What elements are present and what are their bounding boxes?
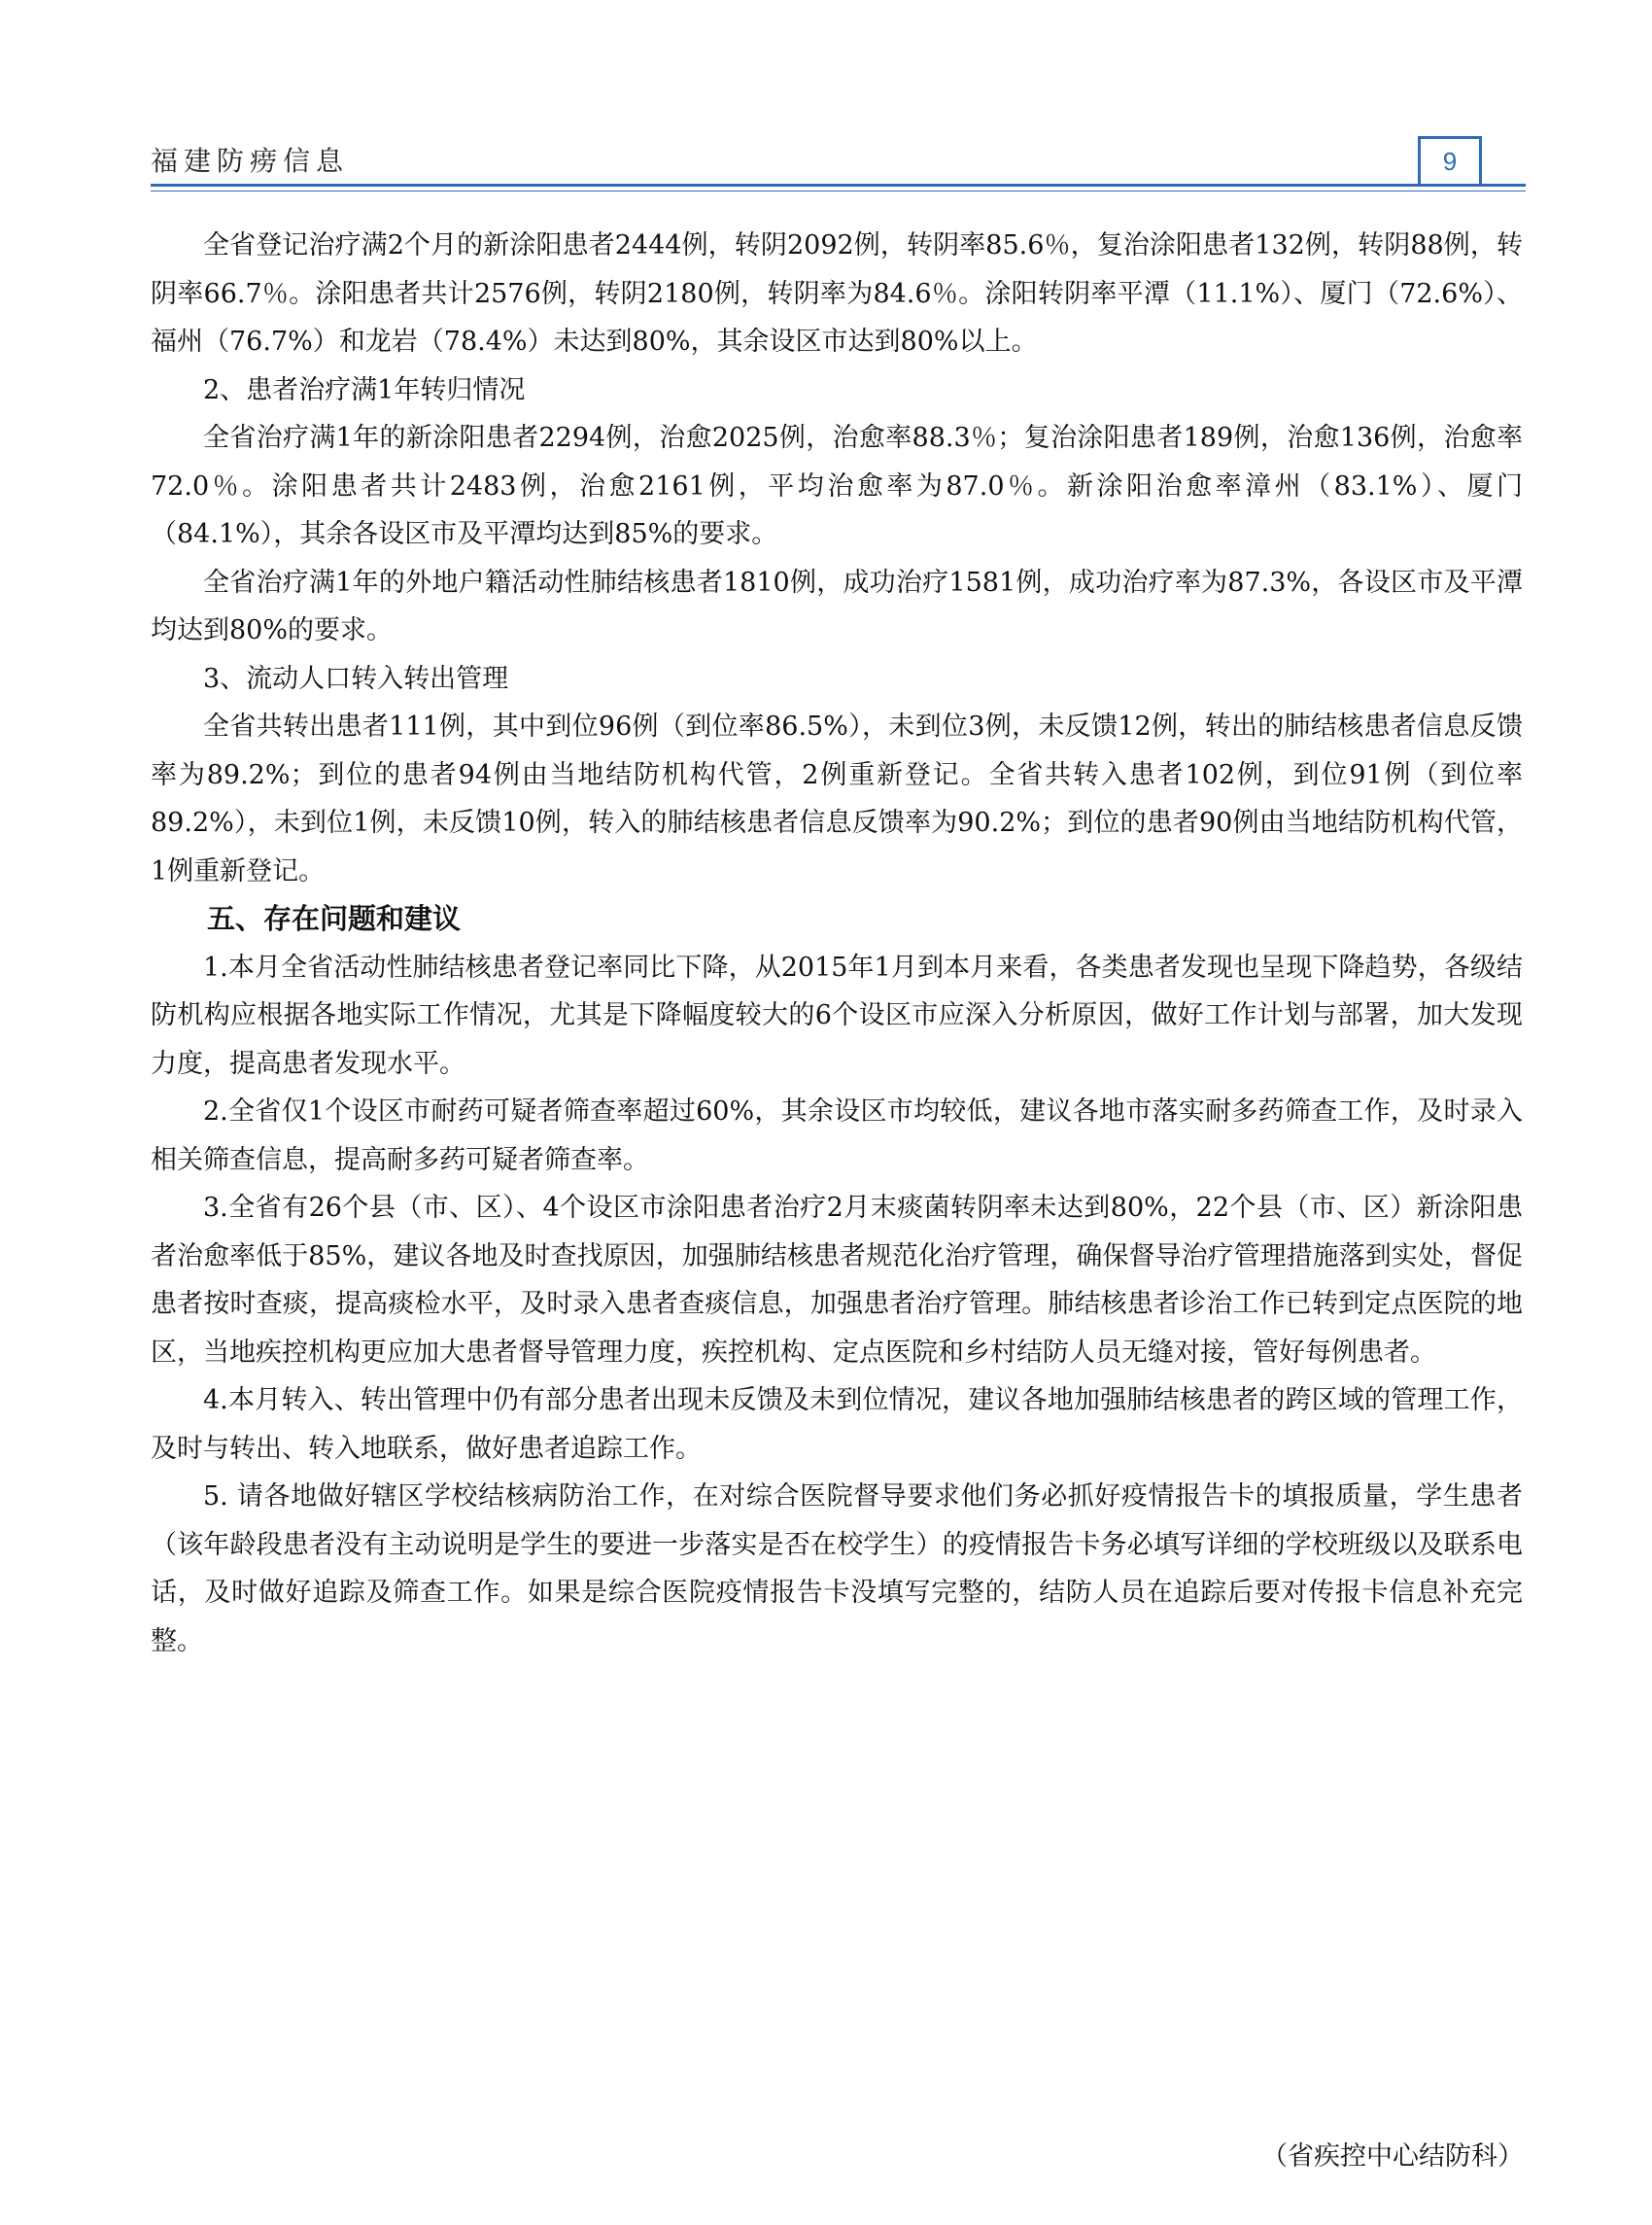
paragraph-migrant-success: 全省治疗满1年的外地户籍活动性肺结核患者1810例，成功治疗1581例，成功治疗率为87.3%，各设区市及平潭均达到80%的要求。 — [151, 567, 1523, 645]
suggestion-1: 1.本月全省活动性肺结核患者登记率同比下降，从2015年1月到本月来看，各类患者发现也呈现下降趋势，各级结防机构应根据各地实际工作情况，尤其是下降幅度较大的6个设区市应深入分析原因，做好工作计划与部署，加大发现力度，提高患者发现水平。 — [151, 952, 1523, 1079]
subheading-treatment-outcome: 2、患者治疗满1年转归情况 — [203, 374, 526, 405]
paragraph-transfer: 全省共转出患者111例，其中到位96例（到位率86.5%），未到位3例，未反馈12例，转出的肺结核患者信息反馈率为89.2%；到位的患者94例由当地结防机构代管，2例重新登记。全省共转入患者102例，到位91例（到位率89.2%），未到位1例，未反馈10例，转入的肺结核患者信息反馈率为90.2%；到位的患者90例由当地结防机构代管，1例重新登记。 — [151, 712, 1523, 887]
suggestion-4: 4.本月转入、转出管理中仍有部分患者出现未反馈及未到位情况，建议各地加强肺结核患者的跨区域的管理工作，及时与转出、转入地联系，做好患者追踪工作。 — [151, 1385, 1523, 1464]
publication-title: 福建防痨信息 — [151, 145, 350, 177]
page-header — [151, 136, 1526, 191]
article-body — [151, 222, 1523, 1665]
paragraph-sputum-conversion: 全省登记治疗满2个月的新涂阳患者2444例，转阴2092例，转阴率85.6％，复治涂阳患者132例，转阴88例，转阴率66.7％。涂阳患者共计2576例，转阴2180例，转阴率为84.6％。涂阳转阴率平潭（11.1%）、厦门（72.6%）、福州（76.7%）和龙岩（78.4%）未达到80%，其余设区市达到80%以上。 — [151, 230, 1523, 357]
signature: （省疾控中心结防科） — [1261, 2141, 1524, 2172]
subheading-transfer-management: 3、流动人口转入转出管理 — [203, 663, 509, 694]
header-rule — [151, 184, 1526, 187]
paragraph-cure-rate: 全省治疗满1年的新涂阳患者2294例，治愈2025例，治愈率88.3％；复治涂阳患者189例，治愈136例，治愈率72.0％。涂阳患者共计2483例，治愈2161例，平均治愈率为87.0％。新涂阳治愈率漳州（83.1%）、厦门（84.1%），其余各设区市及平潭均达到85%的要求。 — [151, 423, 1523, 549]
suggestion-3: 3.全省有26个县（市、区）、4个设区市涂阳患者治疗2月末痰菌转阴率未达到80%，22个县（市、区）新涂阳患者治愈率低于85%，建议各地及时查找原因，加强肺结核患者规范化治疗管理，确保督导治疗管理措施落到实处，督促患者按时查痰，提高痰检水平，及时录入患者查痰信息，加强患者治疗管理。肺结核患者诊治工作已转到定点医院的地区，当地疾控机构更应加大患者督导管理力度，疾控机构、定点医院和乡村结防人员无缝对接，管好每例患者。 — [151, 1193, 1523, 1368]
suggestion-5: 5. 请各地做好辖区学校结核病防治工作，在对综合医院督导要求他们务必抓好疫情报告卡的填报质量，学生患者（该年龄段患者没有主动说明是学生的要进一步落实是否在校学生）的疫情报告卡务必填写详细的学校班级以及联系电话，及时做好追踪及筛查工作。如果是综合医院疫情报告卡没填写完整的，结防人员在追踪后要对传报卡信息补充完整。 — [151, 1481, 1523, 1656]
page-number: 9 — [1418, 136, 1482, 184]
suggestion-2: 2.全省仅1个设区市耐药可疑者筛查率超过60%，其余设区市均较低，建议各地市落实耐多药筛查工作，及时录入相关筛查信息，提高耐多药可疑者筛查率。 — [151, 1096, 1523, 1175]
section-heading-problems: 五、存在问题和建议 — [207, 902, 462, 935]
